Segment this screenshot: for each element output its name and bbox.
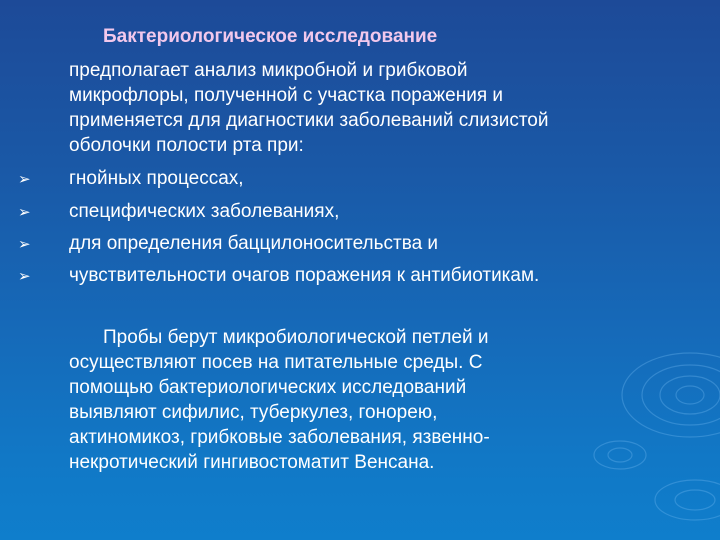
intro-line: микрофлоры, полученной с участка поражения и — [69, 85, 503, 106]
bullet-item: чувствительности очагов поражения к антибиотикам. — [69, 265, 540, 286]
arrow-bullet-icon: ➢ — [18, 203, 31, 221]
intro-line: оболочки полости рта при: — [69, 135, 304, 156]
arrow-bullet-icon: ➢ — [18, 170, 31, 188]
paragraph-line: некротический гингивостоматит Венсана. — [69, 452, 435, 473]
slide-heading: Бактериологическое исследование — [103, 26, 438, 47]
bullet-item: для определения баццилоносительства и — [69, 233, 439, 254]
paragraph-line: выявляют сифилис, туберкулез, гонорею, — [69, 402, 438, 423]
arrow-bullet-icon: ➢ — [18, 267, 31, 285]
bullet-item: специфических заболеваниях, — [69, 201, 340, 222]
paragraph-line: актиномикоз, грибковые заболевания, язвенно- — [69, 427, 490, 448]
bullet-item: гнойных процессах, — [69, 168, 244, 189]
paragraph-line: Пробы берут микробиологической петлей и — [103, 327, 489, 348]
arrow-bullet-icon: ➢ — [18, 235, 31, 253]
paragraph-line: осуществляют посев на питательные среды. С — [69, 352, 483, 373]
intro-line: предполагает анализ микробной и грибковой — [69, 60, 468, 81]
intro-line: применяется для диагностики заболеваний слизистой — [69, 110, 549, 131]
paragraph-line: помощью бактериологических исследований — [69, 377, 467, 398]
